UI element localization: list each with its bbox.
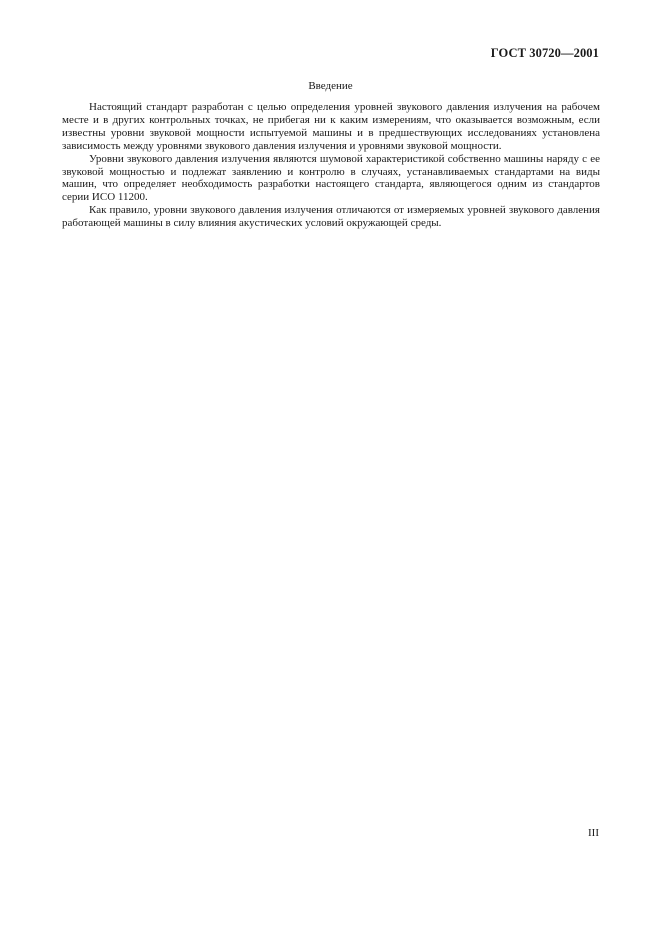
page-number: III [588,827,599,839]
document-code-header: ГОСТ 30720—2001 [490,46,599,60]
section-title: Введение [308,80,353,92]
paragraph: Как правило, уровни звукового давления излучения отличаются от измеряемых уровней звукового давления работающей машины в силу влияния акустических условий окружающей среды. [62,204,600,230]
paragraph: Уровни звукового давления излучения являются шумовой характеристикой собственно машины наряду с ее звуковой мощностью и подлежат заявлению и контролю в случаях, устанавливаемых стандартами на виды машин, что определяет необходимость разработки настоящего стандарта, являющегося одним из стандартов серии ИСО 11200. [62,152,600,204]
body-text [62,101,600,230]
paragraph: Настоящий стандарт разработан с целью определения уровней звукового давления излучения на рабочем месте и в других контрольных точках, не прибегая ни к каким измерениям, что оказывается возможным, если известны уровни звуковой мощности испытуемой машины и в предшествующих исследованиях установлена зависимость между уровнями звукового давления излучения и уровнями звуковой мощности. [62,101,600,152]
